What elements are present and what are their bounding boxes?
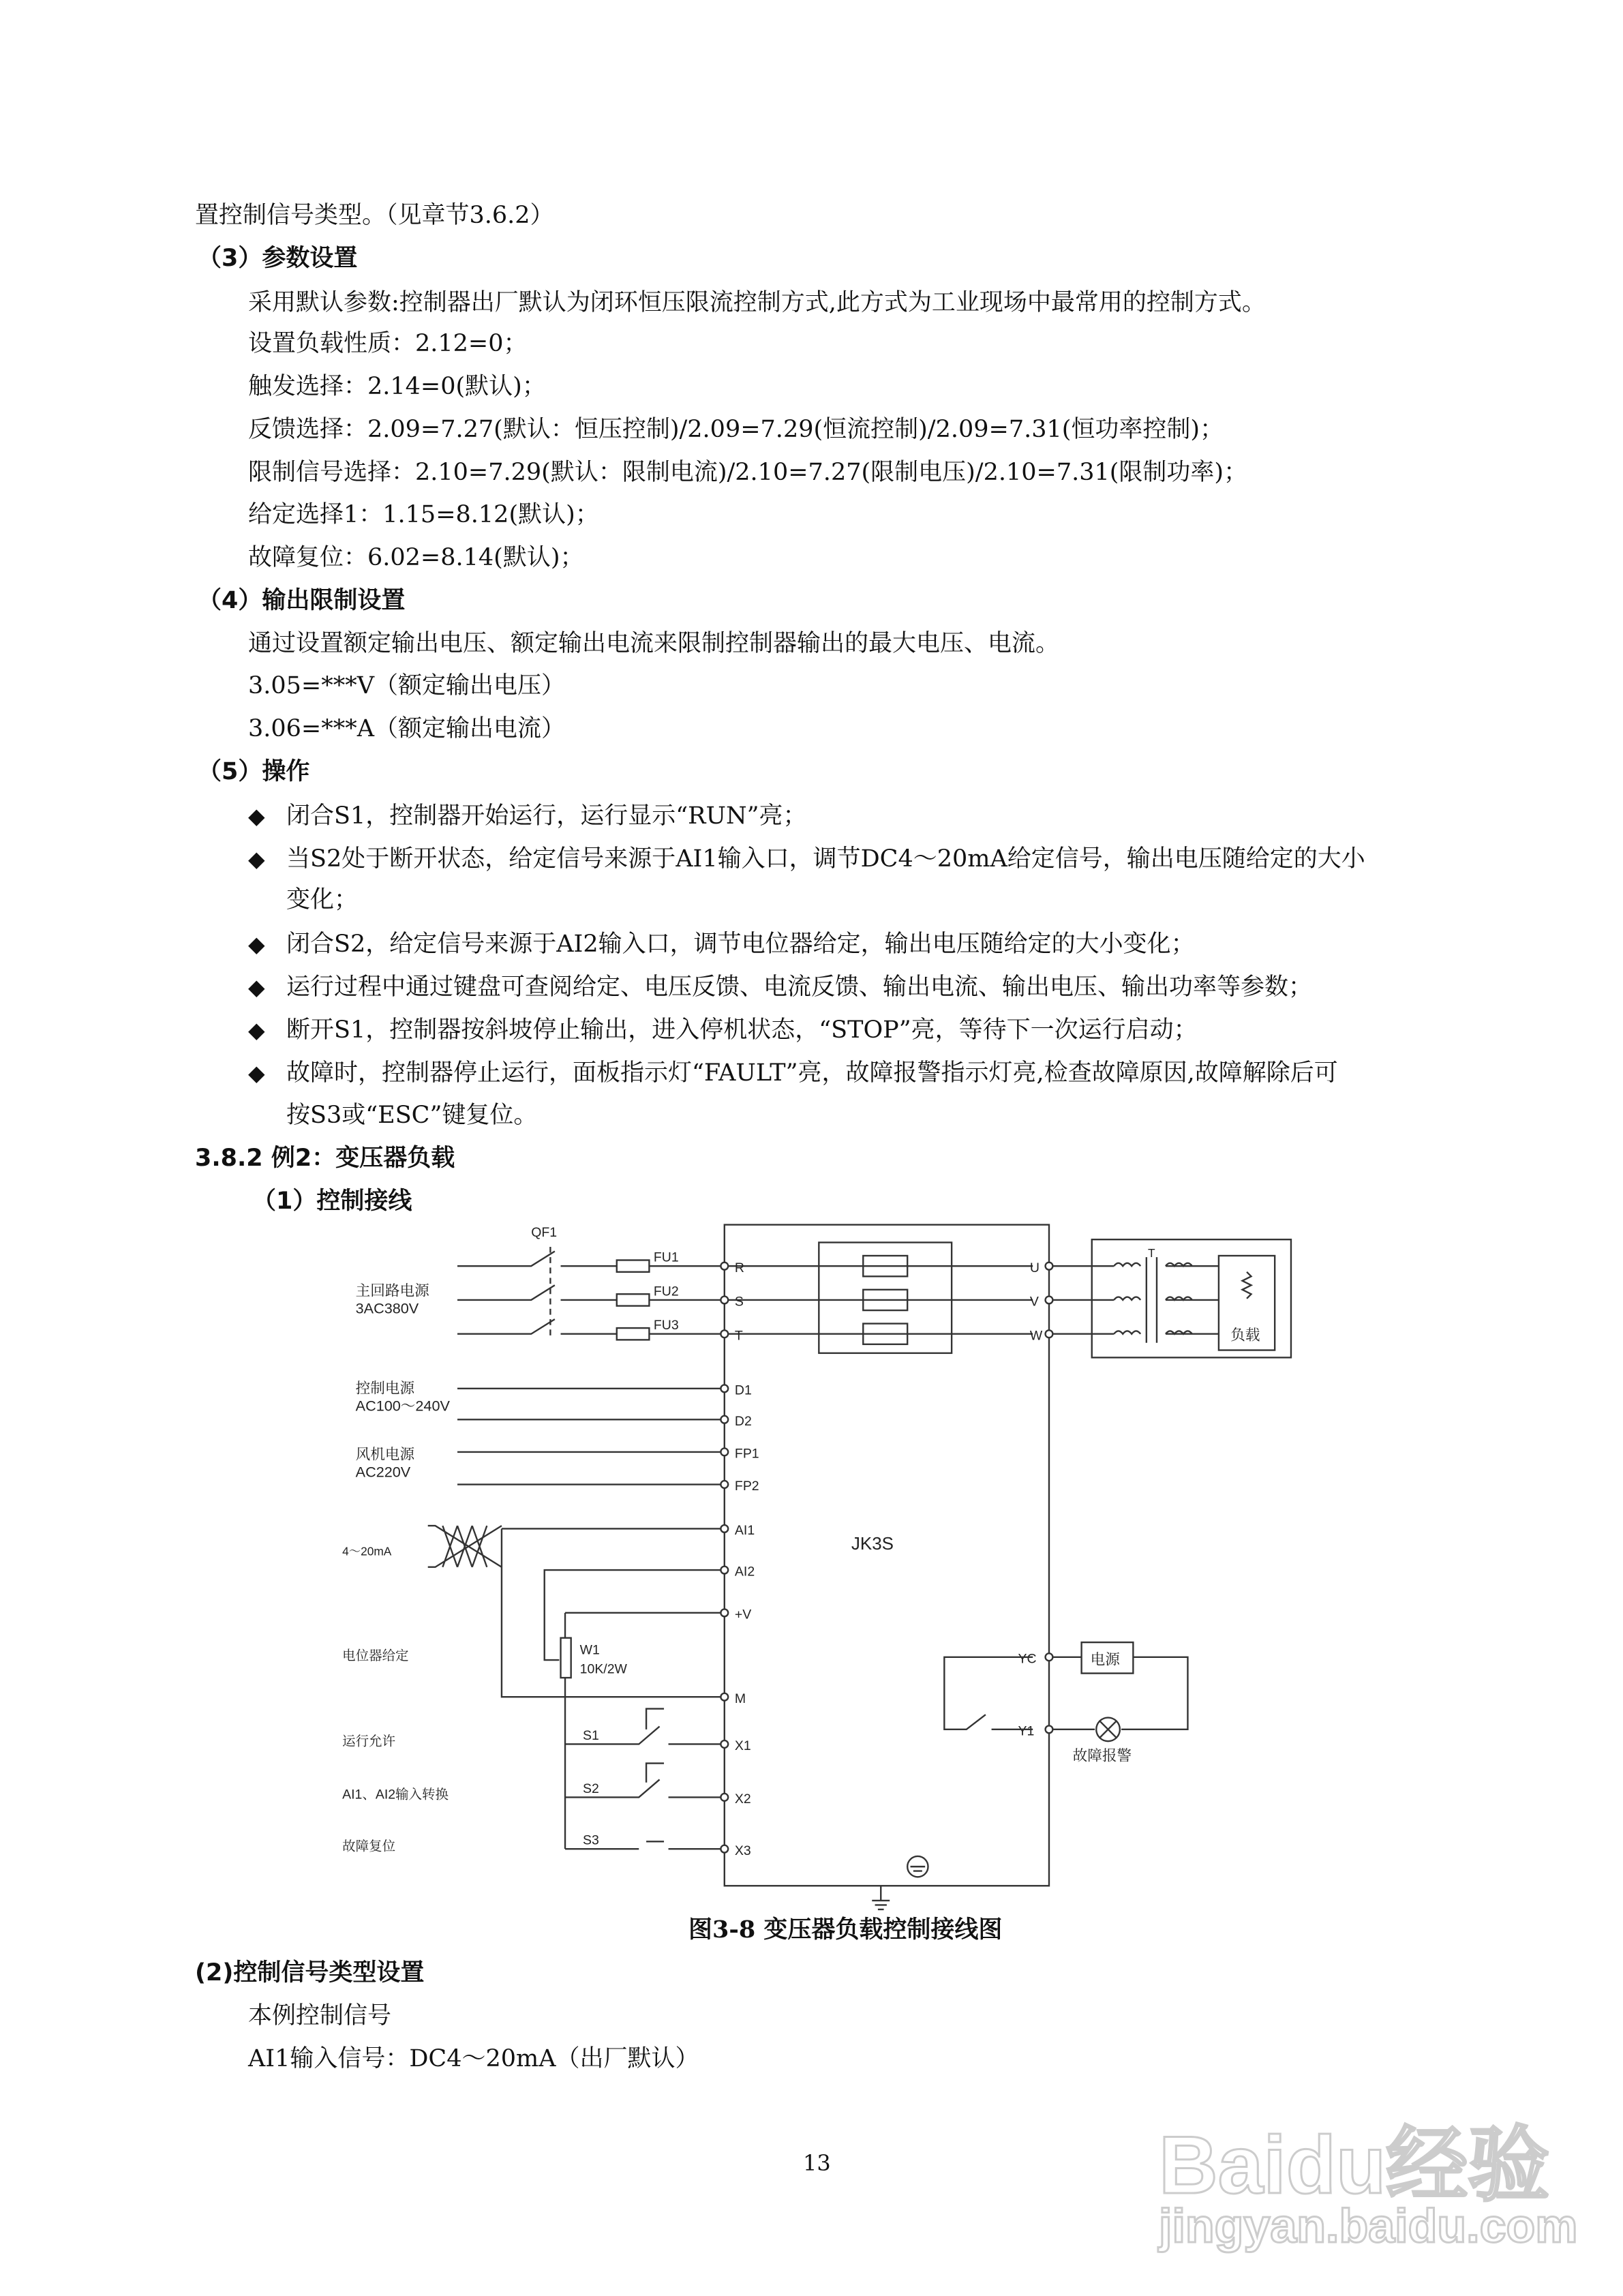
heading-4: （4）输出限制设置 [198, 587, 406, 614]
bullet-icon: ◆ [248, 846, 265, 872]
text-line: 3.05=***V（额定输出电压） [248, 672, 566, 699]
svg-text:故障报警: 故障报警 [1072, 1747, 1132, 1764]
svg-text:S2: S2 [582, 1781, 599, 1796]
svg-text:运行允许: 运行允许 [342, 1734, 396, 1749]
bullet-item: 运行过程中通过键盘可查阅给定、电压反馈、电流反馈、输出电流、输出电压、输出功率等参数； [286, 973, 1313, 1001]
svg-text:D2: D2 [734, 1413, 752, 1429]
watermark-logo: Baidu经验 [1159, 2119, 1550, 2211]
svg-text:主回路电源: 主回路电源 [355, 1282, 429, 1299]
svg-text:V: V [1029, 1294, 1039, 1310]
text-line: 3.06=***A（额定输出电流） [248, 715, 566, 742]
main-lines [457, 1252, 725, 1340]
svg-text:R: R [734, 1260, 745, 1275]
svg-text:QF1: QF1 [531, 1224, 558, 1240]
text-line: 触发选择：2.14=0(默认)； [248, 373, 546, 400]
subheading: (2)控制信号类型设置 [195, 1959, 425, 1987]
bullet-icon: ◆ [248, 974, 265, 1000]
bullet-item: 故障时，控制器停止运行，面板指示灯“FAULT”亮，故障报警指示灯亮,检查故障原因,故障解除后可 [286, 1059, 1338, 1087]
text-line: 限制信号选择：2.10=7.29(默认：限制电流)/2.10=7.27(限制电压)/2.10=7.31(限制功率)； [248, 459, 1248, 486]
text-line: 通过设置额定输出电压、额定输出电流来限制控制器输出的最大电压、电流。 [248, 630, 1060, 657]
text-line: 故障复位：6.02=8.14(默认)； [248, 544, 584, 571]
svg-text:控制电源: 控制电源 [355, 1379, 415, 1397]
bullet-item: 闭合S1，控制器开始运行，运行显示“RUN”亮； [286, 802, 807, 830]
bullet-icon: ◆ [248, 1060, 265, 1086]
heading-5: （5）操作 [198, 758, 310, 785]
text-line: 本例控制信号 [248, 2002, 392, 2029]
svg-text:4～20mA: 4～20mA [342, 1544, 392, 1558]
svg-text:D1: D1 [734, 1383, 752, 1398]
thyristor-module [819, 1243, 952, 1353]
svg-text:负载: 负载 [1230, 1326, 1260, 1344]
watermark-url: jingyan.baidu.com [1159, 2199, 1578, 2252]
page-number: 13 [803, 2150, 831, 2176]
svg-text:T: T [1148, 1246, 1155, 1260]
bullet-item-cont: 变化； [286, 886, 359, 913]
svg-text:W: W [1029, 1328, 1043, 1344]
bullet-icon: ◆ [248, 931, 265, 957]
svg-text:AI1、AI2输入转换: AI1、AI2输入转换 [342, 1787, 449, 1802]
svg-text:+V: +V [734, 1607, 752, 1622]
svg-text:JK3S: JK3S [851, 1532, 894, 1554]
svg-text:风机电源: 风机电源 [355, 1445, 415, 1463]
svg-text:S: S [734, 1294, 744, 1310]
svg-text:X3: X3 [734, 1843, 751, 1858]
svg-text:3AC380V: 3AC380V [355, 1299, 419, 1317]
ground-icon [872, 1856, 928, 1909]
heading-3: （3）参数设置 [198, 245, 358, 272]
svg-text:故障复位: 故障复位 [342, 1839, 396, 1854]
svg-text:X1: X1 [734, 1738, 751, 1754]
svg-text:FP1: FP1 [734, 1446, 759, 1462]
svg-text:U: U [1029, 1260, 1040, 1275]
bullet-icon: ◆ [248, 803, 265, 829]
text-line: 给定选择1：1.15=8.12(默认)； [248, 501, 599, 528]
svg-text:Y1: Y1 [1018, 1723, 1035, 1739]
subheading: （1）控制接线 [252, 1188, 412, 1215]
svg-text:S1: S1 [582, 1727, 599, 1743]
bullet-item: 闭合S2，给定信号来源于AI2输入口，调节电位器给定，输出电压随给定的大小变化； [286, 931, 1195, 958]
svg-text:电源: 电源 [1090, 1650, 1120, 1668]
alarm-lamp-icon [1096, 1718, 1120, 1742]
svg-text:电位器给定: 电位器给定 [342, 1648, 409, 1664]
text-line: AI1输入信号：DC4～20mA（出厂默认） [248, 2045, 699, 2072]
text-line: 反馈选择：2.09=7.27(默认：恒压控制)/2.09=7.29(恒流控制)/2.09=7.31(恒功率控制)； [248, 416, 1224, 443]
svg-text:AI2: AI2 [734, 1564, 755, 1580]
bullet-icon: ◆ [248, 1017, 265, 1043]
resistor-icon [1243, 1272, 1252, 1299]
bullet-item: 断开S1，控制器按斜坡停止输出，进入停机状态，“STOP”亮，等待下一次运行启动； [286, 1016, 1198, 1044]
svg-text:FP2: FP2 [734, 1479, 759, 1494]
svg-text:FU2: FU2 [653, 1284, 679, 1299]
text-line: 采用默认参数:控制器出厂默认为闭环恒压限流控制方式,此方式为工业现场中最常用的控制方式。 [248, 289, 1266, 316]
svg-text:10K/2W: 10K/2W [579, 1661, 627, 1677]
svg-text:AC100～240V: AC100～240V [355, 1397, 450, 1415]
svg-text:AI1: AI1 [734, 1523, 755, 1539]
svg-text:W1: W1 [579, 1642, 600, 1658]
svg-text:M: M [734, 1691, 746, 1706]
figure-caption: 图3-8 变压器负载控制接线图 [688, 1916, 1003, 1944]
bullet-item-cont: 按S3或“ESC”键复位。 [286, 1102, 538, 1129]
svg-text:FU1: FU1 [653, 1250, 679, 1265]
bullet-item: 当S2处于断开状态，给定信号来源于AI1输入口，调节DC4～20mA给定信号，输出电压随给定的大小 [286, 845, 1365, 873]
text-line: 置控制信号类型。（见章节3.6.2） [195, 202, 554, 229]
svg-text:FU3: FU3 [653, 1318, 679, 1333]
text-line: 设置负载性质：2.12=0； [248, 330, 528, 357]
potentiometer [561, 1638, 571, 1678]
svg-text:T: T [734, 1328, 743, 1344]
section-heading: 3.8.2 例2：变压器负载 [195, 1145, 455, 1172]
svg-text:AC220V: AC220V [355, 1463, 411, 1481]
svg-text:S3: S3 [582, 1832, 599, 1848]
svg-text:X2: X2 [734, 1792, 751, 1807]
svg-text:YC: YC [1018, 1651, 1037, 1667]
